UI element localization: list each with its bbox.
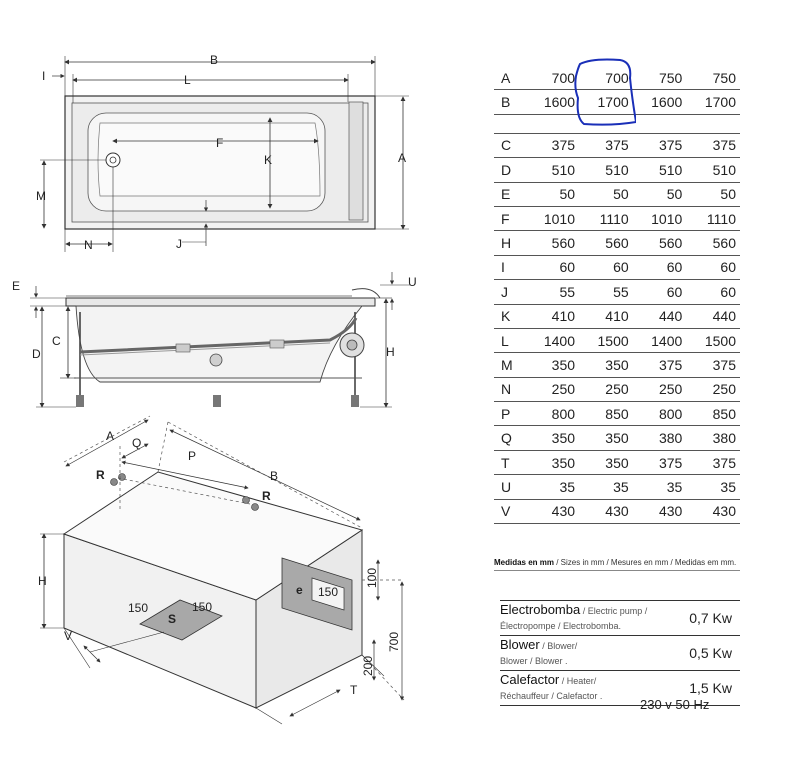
row-value: 35 (686, 475, 740, 499)
row-value: 60 (686, 255, 740, 279)
row-key: H (494, 231, 525, 255)
row-value: 1500 (686, 328, 740, 352)
row-value: 375 (686, 353, 740, 377)
row-value: 750 (686, 66, 740, 90)
foot-icon (351, 395, 359, 407)
power-label-sub: Réchauffeur / Calefactor . (500, 691, 603, 701)
row-key: Q (494, 426, 525, 450)
row-key: C (494, 133, 525, 157)
row-key: F (494, 206, 525, 230)
row-value: 560 (579, 231, 633, 255)
row-value: 55 (525, 280, 579, 304)
drain-icon (106, 153, 120, 167)
table-row (494, 158, 740, 182)
row-value: 1110 (686, 206, 740, 230)
row-value: 1110 (579, 206, 633, 230)
dim-label-Q: Q (132, 436, 142, 450)
row-value: 1600 (633, 90, 687, 114)
dim-label-T: T (350, 683, 358, 697)
power-value: 1,5 Kw (668, 671, 740, 706)
power-label-sub: / Electric pump / (580, 606, 648, 616)
row-value: 375 (686, 450, 740, 474)
row-value: 440 (686, 304, 740, 328)
foot-icon (76, 395, 84, 407)
row-value: 750 (633, 66, 687, 90)
row-key: L (494, 328, 525, 352)
row-value: 375 (686, 133, 740, 157)
dim-label-C: C (52, 334, 61, 348)
row-key: V (494, 499, 525, 523)
isometric-view (38, 416, 404, 724)
row-value: 375 (633, 353, 687, 377)
row-value: 510 (579, 158, 633, 182)
hole-icon (252, 504, 259, 511)
row-key: J (494, 280, 525, 304)
row-value: 50 (579, 182, 633, 206)
row-value: 60 (525, 255, 579, 279)
top-view (36, 53, 409, 252)
table-row (494, 255, 740, 279)
row-value: 55 (579, 280, 633, 304)
table-row (494, 133, 740, 157)
dim-label-N: N (84, 238, 93, 252)
row-value: 510 (633, 158, 687, 182)
row-value: 350 (525, 426, 579, 450)
row-value: 1010 (525, 206, 579, 230)
power-label-sub: / Blower/ (539, 641, 578, 651)
row-value: 560 (525, 231, 579, 255)
dim-label-F: F (216, 136, 224, 150)
row-value: 350 (579, 426, 633, 450)
row-key: U (494, 475, 525, 499)
row-value: 800 (633, 402, 687, 426)
dim-label-700: 700 (387, 631, 401, 652)
table-row (494, 280, 740, 304)
power-value: 0,7 Kw (668, 601, 740, 636)
row-key: K (494, 304, 525, 328)
dimensions-table (494, 66, 740, 524)
row-value: 510 (686, 158, 740, 182)
handdrawn-highlight (572, 58, 636, 128)
row-value: 35 (633, 475, 687, 499)
row-value: 430 (525, 499, 579, 523)
power-table (500, 600, 740, 706)
row-value: 60 (579, 255, 633, 279)
dim-label-I: I (42, 69, 46, 83)
row-value: 1400 (633, 328, 687, 352)
dim-label-S: S (168, 612, 177, 626)
dim-label-e: e (296, 583, 303, 597)
table-row (494, 231, 740, 255)
row-value: 60 (633, 280, 687, 304)
dim-label-J: J (176, 237, 182, 251)
dim-label-D: D (32, 347, 41, 361)
row-value: 375 (525, 133, 579, 157)
row-value: 35 (579, 475, 633, 499)
dim-label-150b: 150 (192, 600, 213, 614)
headrest (349, 102, 363, 220)
row-value: 60 (686, 280, 740, 304)
row-value: 560 (686, 231, 740, 255)
row-value: 430 (686, 499, 740, 523)
row-value: 1600 (525, 90, 579, 114)
hole-icon (111, 479, 118, 486)
row-value: 50 (525, 182, 579, 206)
table-row (494, 328, 740, 352)
dim-label-A: A (398, 151, 407, 165)
power-label-sub: Électropompe / Electrobomba. (500, 621, 622, 631)
row-value: 350 (579, 353, 633, 377)
dim-label-P: P (188, 449, 197, 463)
power-row (500, 601, 740, 636)
table-row (494, 353, 740, 377)
row-value: 700 (579, 66, 633, 90)
dim-label-H-iso: H (38, 574, 47, 588)
row-value: 350 (525, 450, 579, 474)
power-label-sub: Blower / Blower . (500, 656, 568, 666)
row-value: 850 (579, 402, 633, 426)
row-key: T (494, 450, 525, 474)
row-key: A (494, 66, 525, 90)
row-value: 250 (525, 377, 579, 401)
units-note-rest: / Sizes in mm / Mesures en mm / Medidas em mm. (554, 558, 737, 567)
row-value: 60 (633, 255, 687, 279)
row-value: 1010 (633, 206, 687, 230)
row-key: E (494, 182, 525, 206)
row-value: 410 (525, 304, 579, 328)
row-value: 50 (633, 182, 687, 206)
row-value: 380 (686, 426, 740, 450)
row-value: 1700 (579, 90, 633, 114)
dim-label-A-iso: A (106, 429, 115, 443)
row-value: 560 (633, 231, 687, 255)
dim-label-150a: 150 (128, 601, 149, 615)
units-note-bold: Medidas en mm (494, 558, 555, 567)
power-label-main: Calefactor (500, 672, 560, 687)
row-value: 250 (686, 377, 740, 401)
row-value: 35 (525, 475, 579, 499)
table-row (494, 304, 740, 328)
row-key: N (494, 377, 525, 401)
row-value: 250 (579, 377, 633, 401)
dim-label-R2: R (262, 489, 271, 503)
dim-label-200: 200 (361, 655, 375, 676)
table-row (494, 475, 740, 499)
row-value: 1700 (686, 90, 740, 114)
row-value: 375 (633, 133, 687, 157)
table-row (494, 426, 740, 450)
row-value: 510 (525, 158, 579, 182)
row-value: 430 (633, 499, 687, 523)
table-row (494, 402, 740, 426)
row-value: 350 (579, 450, 633, 474)
power-label-main: Electrobomba (500, 602, 581, 617)
row-key: B (494, 90, 525, 114)
row-value: 375 (633, 450, 687, 474)
table-row (494, 206, 740, 230)
row-value: 800 (525, 402, 579, 426)
row-key: D (494, 158, 525, 182)
power-label (500, 636, 668, 671)
table-row (494, 499, 740, 523)
row-value: 375 (579, 133, 633, 157)
dim-label-V: V (64, 629, 73, 643)
dim-label-H-side: H (386, 345, 395, 359)
dim-label-B: B (210, 53, 219, 67)
pump-icon (210, 354, 222, 366)
voltage-label: 230 v 50 Hz (640, 697, 710, 712)
dim-label-R1: R (96, 468, 105, 482)
dim-label-U: U (408, 275, 417, 289)
power-label (500, 601, 668, 636)
table-row (494, 377, 740, 401)
row-key: P (494, 402, 525, 426)
dim-label-M: M (36, 189, 46, 203)
row-key: I (494, 255, 525, 279)
row-value: 440 (633, 304, 687, 328)
power-value: 0,5 Kw (668, 636, 740, 671)
foot-icon (213, 395, 221, 407)
row-value: 1400 (525, 328, 579, 352)
dim-label-E: E (12, 279, 21, 293)
row-value: 1500 (579, 328, 633, 352)
dim-label-K: K (264, 153, 273, 167)
dim-label-100: 100 (365, 567, 379, 588)
power-row (500, 636, 740, 671)
dim-label-L: L (184, 73, 191, 87)
row-value: 250 (633, 377, 687, 401)
table-row (494, 450, 740, 474)
row-value: 410 (579, 304, 633, 328)
dim-label-150c: 150 (318, 585, 339, 599)
units-note (494, 558, 740, 571)
power-label-sub: / Heater/ (559, 676, 597, 686)
power-label-main: Blower (500, 637, 540, 652)
row-value: 850 (686, 402, 740, 426)
row-value: 380 (633, 426, 687, 450)
row-value: 700 (525, 66, 579, 90)
row-value: 430 (579, 499, 633, 523)
dim-label-B-iso: B (270, 469, 279, 483)
side-view (12, 272, 417, 407)
table-row (494, 182, 740, 206)
row-value: 50 (686, 182, 740, 206)
row-value: 350 (525, 353, 579, 377)
row-key: M (494, 353, 525, 377)
